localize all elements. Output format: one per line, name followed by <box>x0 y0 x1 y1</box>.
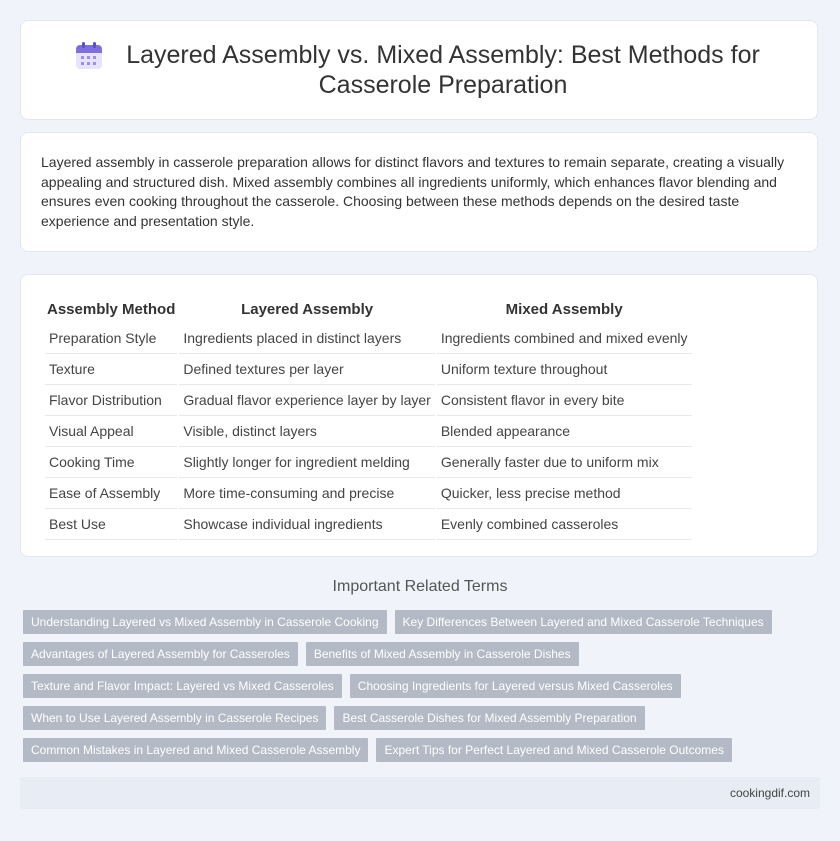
table-cell: Defined textures per layer <box>179 354 434 385</box>
table-cell: Ingredients combined and mixed evenly <box>437 323 692 354</box>
table-cell: Blended appearance <box>437 416 692 447</box>
comparison-card <box>20 274 818 557</box>
table-cell: Uniform texture throughout <box>437 354 692 385</box>
table-header-row <box>45 295 692 323</box>
table-cell: Generally faster due to uniform mix <box>437 447 692 478</box>
table-row <box>45 478 692 509</box>
footer <box>20 777 820 809</box>
related-term-tag[interactable]: Choosing Ingredients for Layered versus Mixed Casseroles <box>350 674 681 698</box>
table-cell: Showcase individual ingredients <box>179 509 434 540</box>
table-cell: Ingredients placed in distinct layers <box>179 323 434 354</box>
table-cell: Consistent flavor in every bite <box>437 385 692 416</box>
table-cell: Evenly combined casseroles <box>437 509 692 540</box>
table-row <box>45 416 692 447</box>
related-term-tag[interactable]: Key Differences Between Layered and Mixed Casserole Techniques <box>395 610 772 634</box>
header-card <box>20 20 818 120</box>
table-cell: More time-consuming and precise <box>179 478 434 509</box>
related-term-tag[interactable]: Best Casserole Dishes for Mixed Assembly Preparation <box>334 706 644 730</box>
calendar-icon <box>75 41 103 71</box>
related-term-tag[interactable]: Texture and Flavor Impact: Layered vs Mixed Casseroles <box>23 674 342 698</box>
related-term-tag[interactable]: Benefits of Mixed Assembly in Casserole Dishes <box>306 642 579 666</box>
comparison-table <box>43 295 694 540</box>
table-cell: Visible, distinct layers <box>179 416 434 447</box>
table-cell: Quicker, less precise method <box>437 478 692 509</box>
related-term-tag[interactable]: Expert Tips for Perfect Layered and Mixed Casserole Outcomes <box>376 738 732 762</box>
related-term-tag[interactable]: Understanding Layered vs Mixed Assembly in Casserole Cooking <box>23 610 387 634</box>
table-row <box>45 509 692 540</box>
related-term-tag[interactable]: When to Use Layered Assembly in Casserole Recipes <box>23 706 326 730</box>
column-header: Layered Assembly <box>241 300 374 318</box>
table-row <box>45 385 692 416</box>
related-term-tag[interactable]: Common Mistakes in Layered and Mixed Casserole Assembly <box>23 738 368 762</box>
table-cell: Best Use <box>45 509 177 540</box>
table-cell: Flavor Distribution <box>45 385 177 416</box>
intro-card <box>20 132 818 252</box>
column-header: Mixed Assembly <box>505 300 623 318</box>
related-terms-list <box>23 610 823 770</box>
table-cell: Texture <box>45 354 177 385</box>
table-cell: Gradual flavor experience layer by layer <box>179 385 434 416</box>
table-cell: Visual Appeal <box>45 416 177 447</box>
table-row <box>45 354 692 385</box>
intro-text: Layered assembly in casserole preparation allows for distinct flavors and textures to remain separate, creating a visually appealing and structured dish. Mixed assembly combines all ingredients uniformly, which enhances flavor blending and ensures even cooking throughout the casserole. Choosing between these methods depends on the desired taste experience and presentation style. <box>41 154 785 229</box>
related-term-tag[interactable]: Advantages of Layered Assembly for Casseroles <box>23 642 298 666</box>
footer-site-link[interactable]: cookingdif.com <box>729 786 810 800</box>
table-row <box>45 447 692 478</box>
table-cell: Ease of Assembly <box>45 478 177 509</box>
table-cell: Preparation Style <box>45 323 177 354</box>
column-header: Assembly Method <box>47 300 176 318</box>
related-terms-title: Important Related Terms <box>332 578 508 595</box>
table-cell: Cooking Time <box>45 447 177 478</box>
table-row <box>45 323 692 354</box>
page-title: Layered Assembly vs. Mixed Assembly: Best Methods for Casserole Preparation <box>126 41 760 99</box>
table-cell: Slightly longer for ingredient melding <box>179 447 434 478</box>
